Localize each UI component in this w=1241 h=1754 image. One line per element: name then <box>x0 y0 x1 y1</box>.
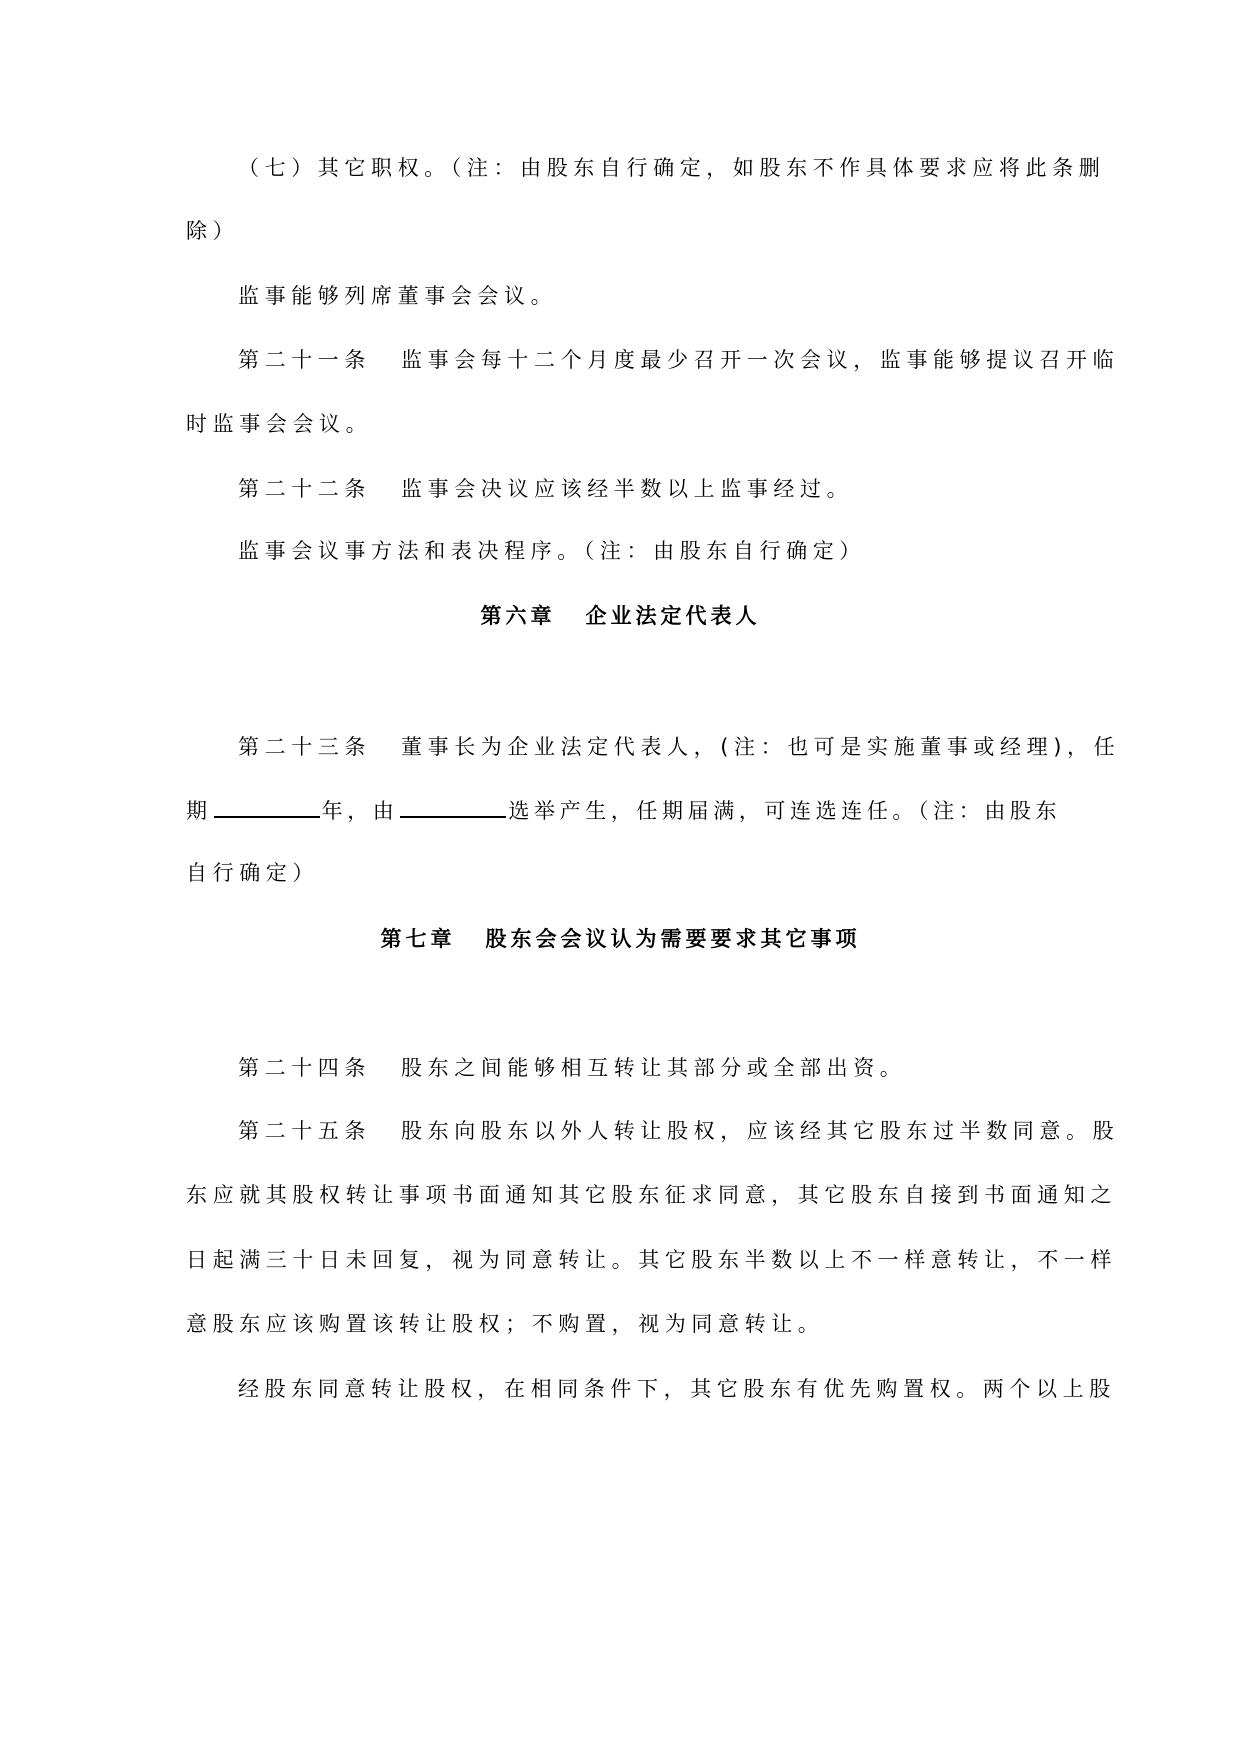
article-23-text: 董事长为企业法定代表人，(注：也可是实施董事或经理)，任 <box>401 735 1121 759</box>
article-23-line3: 自行确定） <box>186 861 319 885</box>
article-24 <box>238 1054 1058 1082</box>
chapter-7-title: 股东会会议认为需要要求其它事项 <box>485 927 861 951</box>
article-21-line1 <box>238 346 1120 374</box>
article-23-number: 第二十三条 <box>238 735 371 759</box>
article-22-number: 第二十二条 <box>238 477 371 501</box>
term-years-blank[interactable] <box>214 796 320 818</box>
chapter-7-number: 第七章 <box>380 927 456 951</box>
article-25-text: 股东向股东以外人转让股权，应该经其它股东过半数同意。股 <box>401 1119 1120 1143</box>
article-23-term-text: 选举产生，任期届满，可连选连任。（注：由股东 <box>508 799 1062 823</box>
article-25-line1 <box>238 1117 1120 1145</box>
article-25-line2: 东应就其股权转让事项书面通知其它股东征求同意，其它股东自接到书面通知之 <box>186 1183 1117 1207</box>
article-21-text: 监事会每十二个月度最少召开一次会议，监事能够提议召开临 <box>401 348 1120 372</box>
chapter-6-title: 企业法定代表人 <box>585 604 761 628</box>
article-22 <box>238 475 1058 503</box>
article-21-line2: 时监事会会议。 <box>186 412 373 436</box>
paragraph-other-powers-line2: 除） <box>186 219 240 243</box>
article-23-line1 <box>238 733 1121 761</box>
paragraph-other-powers-line1: （七）其它职权。（注：由股东自行确定，如股东不作具体要求应将此条删 <box>238 156 1106 180</box>
paragraph-preemptive-right: 经股东同意转让股权，在相同条件下，其它股东有优先购置权。两个以上股 <box>238 1377 1116 1401</box>
article-24-text: 股东之间能够相互转让其部分或全部出资。 <box>401 1056 907 1080</box>
article-25-line3: 日起满三十日未回复，视为同意转让。其它股东半数以上不一样意转让，不一样 <box>186 1248 1117 1272</box>
article-24-number: 第二十四条 <box>238 1056 371 1080</box>
chapter-7-heading <box>0 925 1241 953</box>
article-25-line4: 意股东应该购置该转让股权；不购置，视为同意转让。 <box>186 1312 825 1336</box>
article-25-number: 第二十五条 <box>238 1119 371 1143</box>
elected-by-blank[interactable] <box>400 796 506 818</box>
article-23-elected-by-label: 年，由 <box>321 799 399 823</box>
chapter-6-heading <box>0 602 1241 630</box>
article-22-text: 监事会决议应该经半数以上监事经过。 <box>401 477 854 501</box>
article-23-line2 <box>186 796 1062 825</box>
article-21-number: 第二十一条 <box>238 348 371 372</box>
article-23-term-label: 期 <box>186 799 212 823</box>
paragraph-board-procedure: 监事会议事方法和表决程序。（注：由股东自行确定） <box>238 539 866 563</box>
chapter-6-number: 第六章 <box>480 604 556 628</box>
paragraph-supervisor-attend: 监事能够列席董事会会议。 <box>238 284 558 308</box>
